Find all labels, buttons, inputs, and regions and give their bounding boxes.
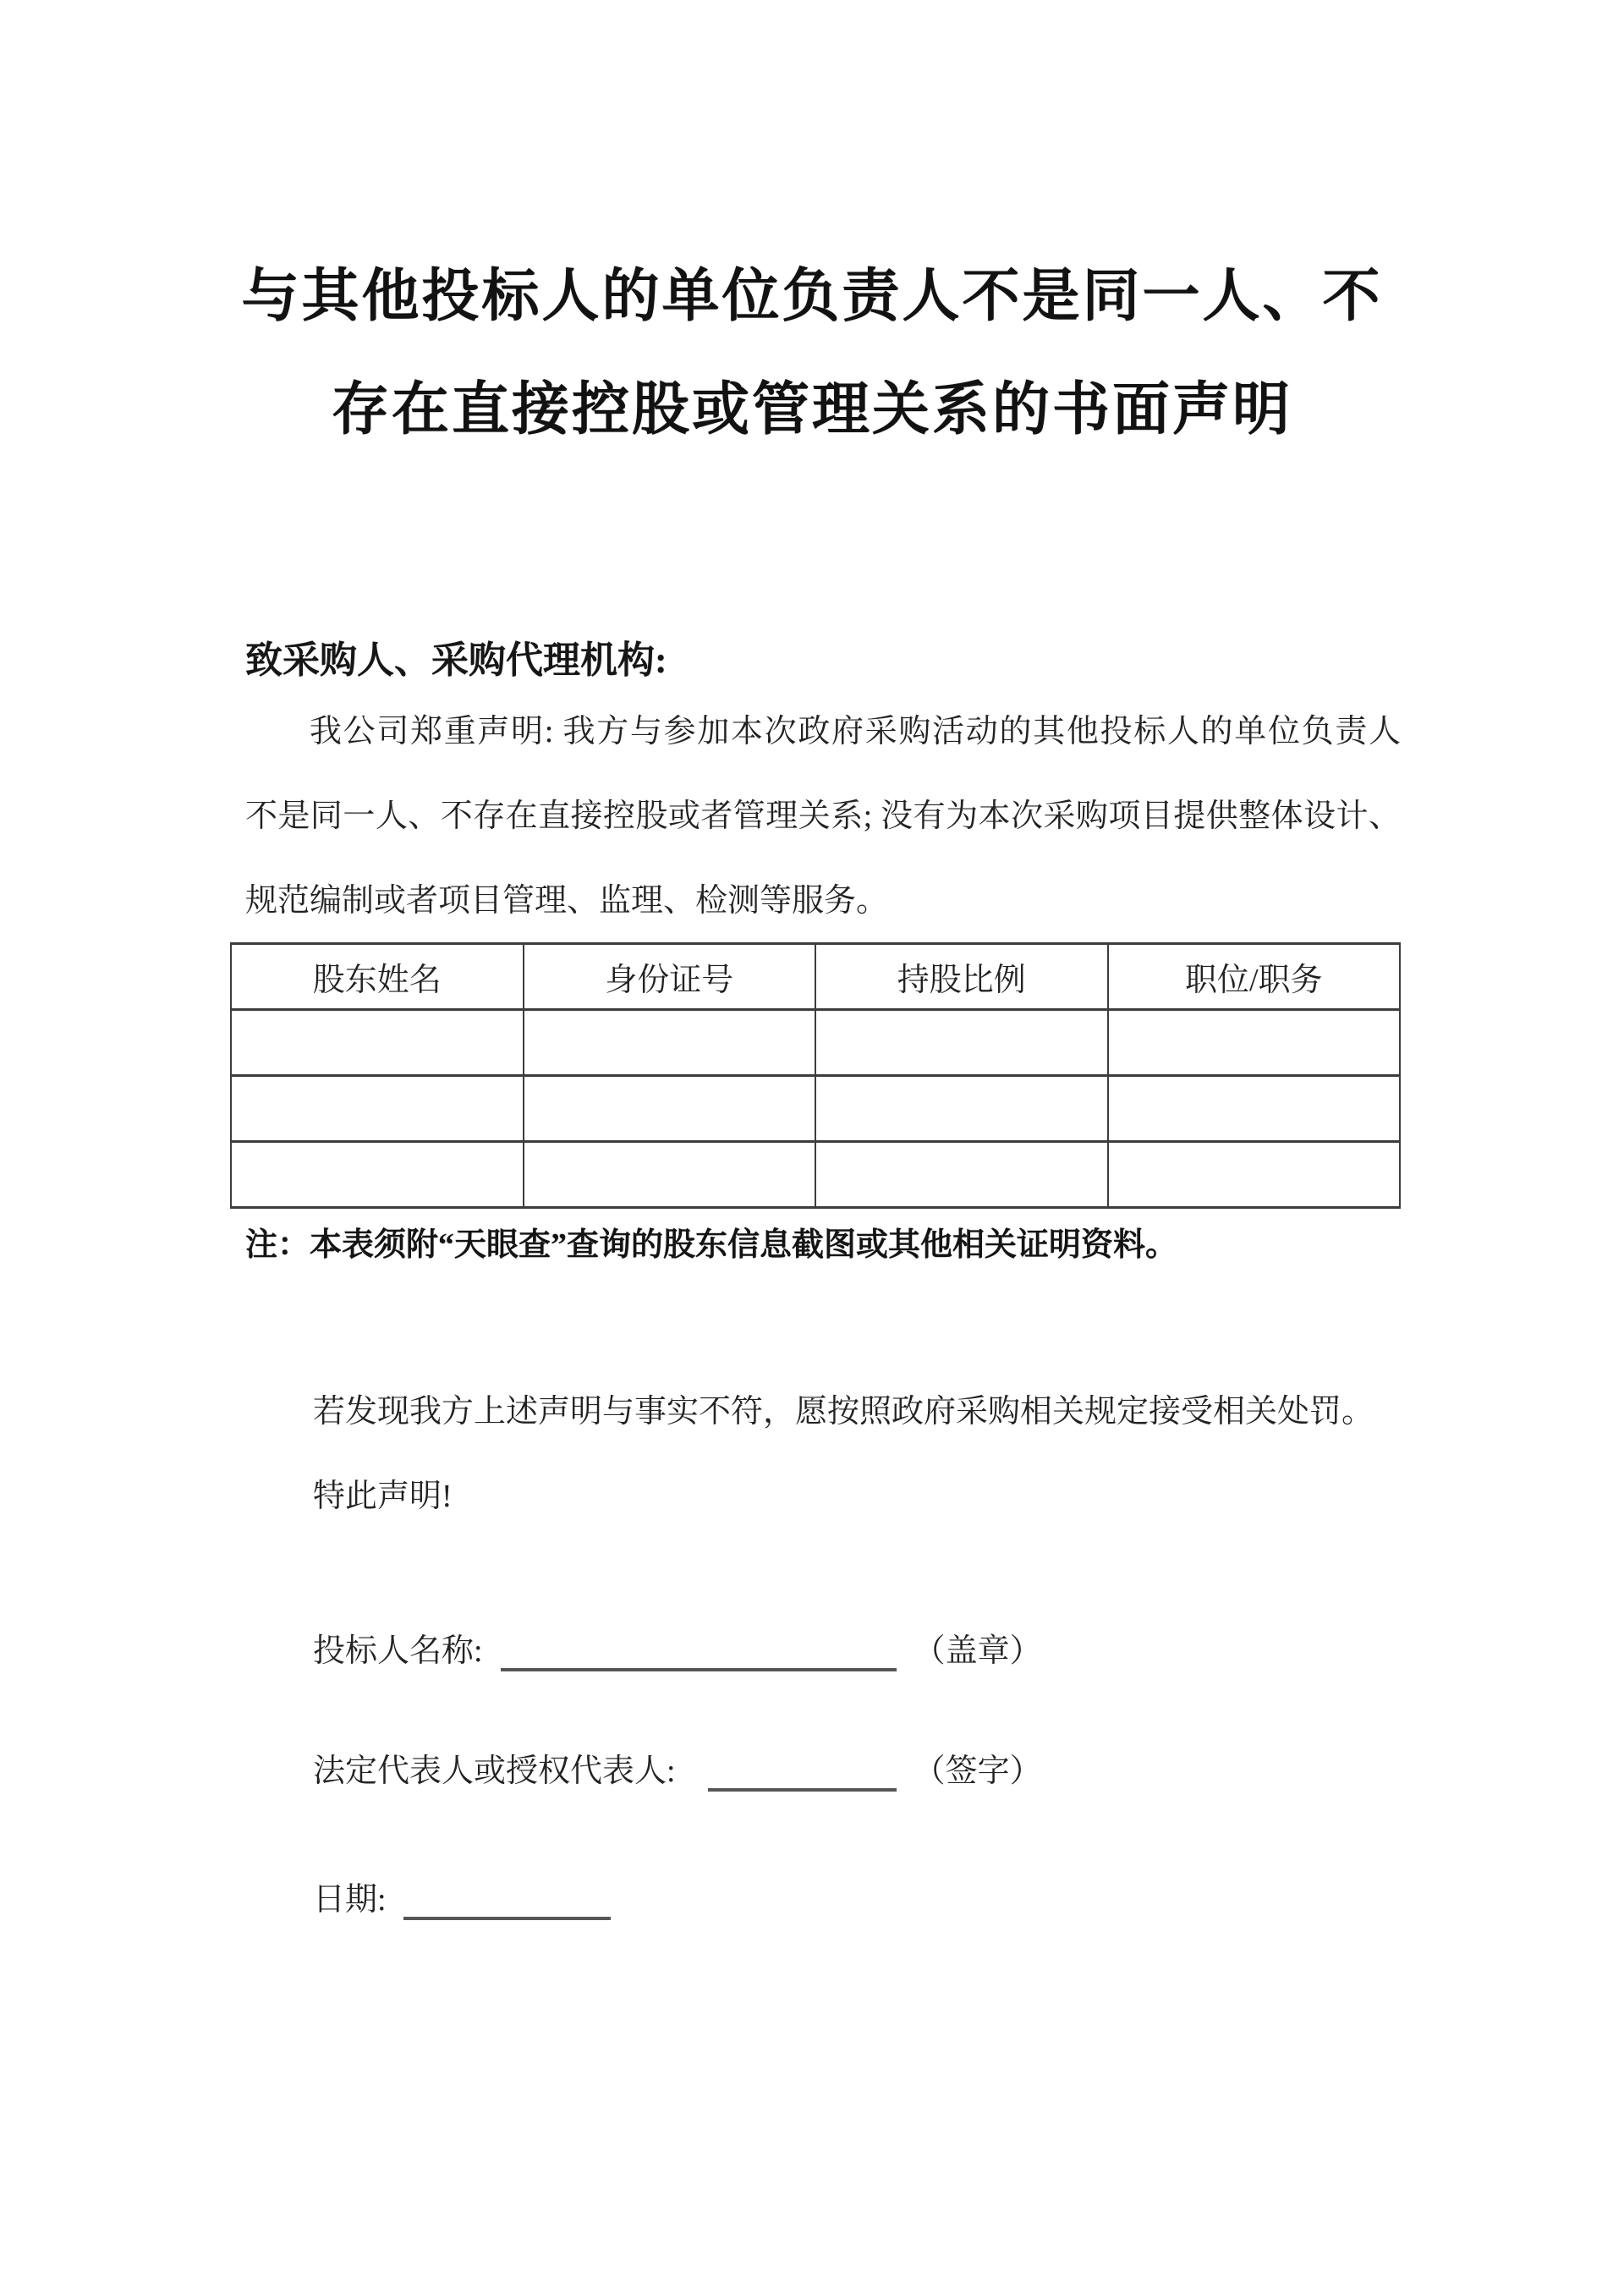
penalty-clause: 若发现我方上述声明与事实不符，愿按照政府采购相关规定接受相关处罚。 xyxy=(313,1394,1374,1430)
header-cell-shareholding-ratio: 持股比例 xyxy=(815,944,1108,1010)
table-cell xyxy=(231,1010,524,1076)
header-cell-position: 职位/职务 xyxy=(1108,944,1401,1010)
table-row xyxy=(231,1076,1400,1142)
table-row xyxy=(231,1142,1400,1208)
declaration-line-1: 我公司郑重声明: 我方与参加本次政府采购活动的其他投标人的单位负责人 xyxy=(310,714,1401,749)
declaration-paragraph xyxy=(245,689,1401,943)
document-title xyxy=(0,239,1624,466)
table-cell xyxy=(815,1076,1108,1142)
table-row xyxy=(231,1010,1400,1076)
table-cell xyxy=(815,1142,1108,1208)
shareholder-table xyxy=(230,942,1401,1209)
seal-note: （盖章） xyxy=(913,1633,1042,1669)
signature-note: （签字） xyxy=(913,1753,1042,1789)
title-line-1: 与其他投标人的单位负责人不是同一人、不 xyxy=(241,264,1383,328)
title-line-2: 存在直接控股或管理关系的书面声明 xyxy=(331,377,1292,442)
table-cell xyxy=(1108,1142,1401,1208)
representative-blank xyxy=(708,1778,897,1792)
date-blank xyxy=(403,1907,611,1920)
salutation: 致采购人、采购代理机构: xyxy=(245,639,667,681)
declaration-line-3: 规范编制或者项目管理、监理、检测等服务。 xyxy=(245,883,889,919)
table-cell xyxy=(231,1142,524,1208)
bidder-name-row xyxy=(313,1631,1042,1671)
date-row xyxy=(313,1880,611,1920)
representative-label: 法定代表人或授权代表人: xyxy=(313,1753,676,1789)
representative-row xyxy=(313,1751,1042,1792)
header-cell-id-number: 身份证号 xyxy=(524,944,816,1010)
note-line: 注：本表须附“天眼查”查询的股东信息截图或其他相关证明资料。 xyxy=(245,1227,1178,1263)
table-cell xyxy=(524,1142,816,1208)
table-cell xyxy=(815,1010,1108,1076)
table-cell xyxy=(524,1076,816,1142)
table-cell xyxy=(1108,1076,1401,1142)
bidder-name-label: 投标人名称: xyxy=(313,1633,483,1669)
table-cell xyxy=(1108,1010,1401,1076)
date-label: 日期: xyxy=(313,1882,387,1918)
header-cell-shareholder-name: 股东姓名 xyxy=(231,944,524,1010)
table-cell xyxy=(231,1076,524,1142)
bidder-name-blank xyxy=(501,1658,897,1671)
table-header-row xyxy=(231,944,1400,1010)
declaration-line-2: 不是同一人、不存在直接控股或者管理关系; 没有为本次采购项目提供整体设计、 xyxy=(245,799,1401,834)
table-cell xyxy=(524,1010,816,1076)
closing-statement: 特此声明! xyxy=(313,1479,453,1514)
